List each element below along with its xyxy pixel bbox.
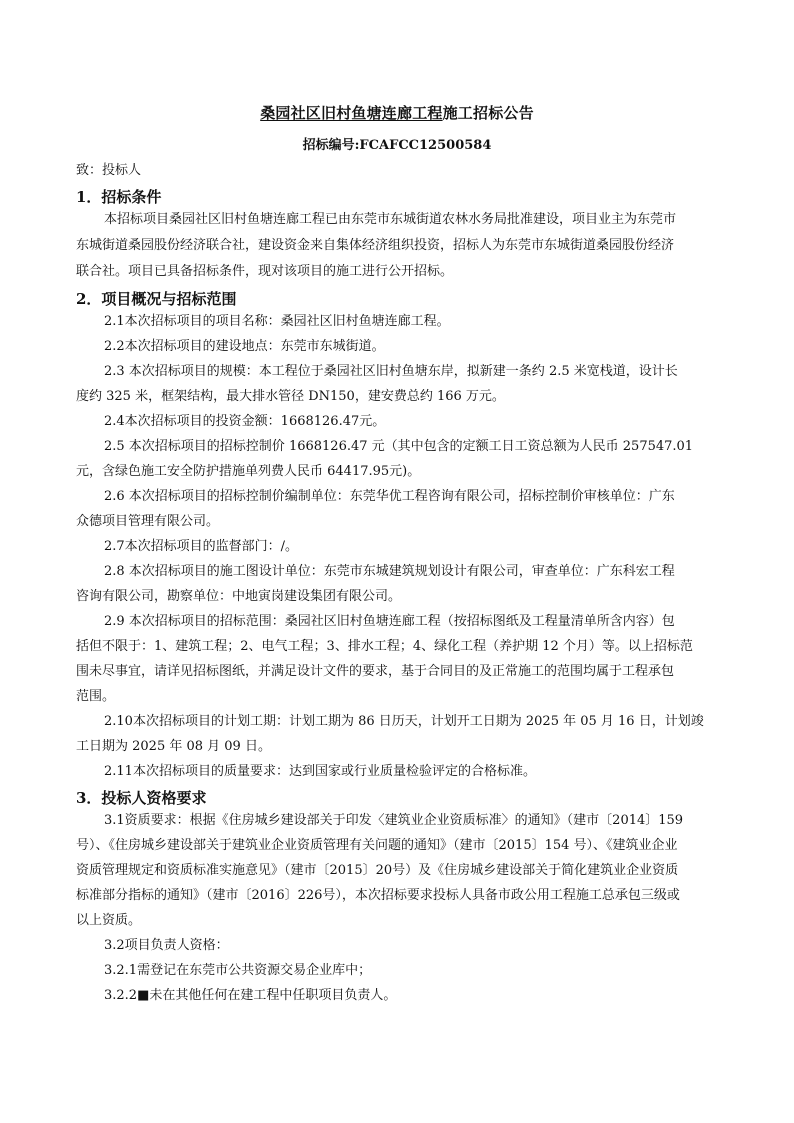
text-line: 3.1资质要求：根据《住房城乡建设部关于印发〈建筑业企业资质标准〉的通知》（建市〔2014〕159 (104, 813, 684, 828)
text-line: 资质管理规定和资质标准实施意见》（建市〔2015〕20号）及《住房城乡建设部关于简化建筑业企业资质 (76, 863, 679, 878)
section-heading-1: 1．招标条件 (76, 188, 162, 206)
text-line: 工日期为 2025 年 08 月 09 日。 (76, 739, 271, 754)
text-line: 2.4本次招标项目的投资金额：1668126.47元。 (104, 414, 386, 429)
text-line: 元，含绿色施工安全防护措施单列费人民币 64417.95元)。 (76, 464, 421, 479)
text-line: 以上资质。 (76, 913, 142, 928)
text-line: 2.9 本次招标项目的招标范围：桑园社区旧村鱼塘连廊工程（按招标图纸及工程量清单所含内容）包 (104, 614, 675, 629)
project-name: 桑园社区旧村鱼塘连廊工程 (260, 104, 443, 122)
section-heading-3: 3．投标人资格要求 (76, 789, 207, 807)
text-line: 3.2项目负责人资格： (104, 938, 229, 953)
text-line: 号）、《住房城乡建设部关于建筑业企业资质管理有关问题的通知》（建市〔2015〕154 号）、《建筑业企业 (76, 838, 678, 853)
text-line: 标准部分指标的通知》（建市〔2016〕226号），本次招标要求投标人具备市政公用工程施工总承包三级或 (76, 888, 680, 903)
section-heading-2: 2．项目概况与招标范围 (76, 290, 237, 308)
text-line: 2.8 本次招标项目的施工图设计单位：东莞市东城建筑规划设计有限公司，审查单位：广东科宏工程 (104, 564, 675, 579)
text-line: 东城街道桑园股份经济联合社，建设资金来自集体经济组织投资，招标人为东莞市东城街道桑园股份经济 (76, 238, 675, 253)
text-line: 2.1本次招标项目的项目名称：桑园社区旧村鱼塘连廊工程。 (104, 314, 450, 329)
text-line: 联合社。项目已具备招标条件，现对该项目的施工进行公开招标。 (76, 264, 454, 279)
text-line: 2.11本次招标项目的质量要求：达到国家或行业质量检验评定的合格标准。 (104, 764, 536, 779)
title-suffix: 施工招标公告 (442, 104, 534, 122)
text-line: 括但不限于：1、建筑工程；2、电气工程；3、排水工程；4、绿化工程（养护期 12 个月）等。以上招标范 (76, 639, 693, 654)
text-line: 2.3 本次招标项目的规模：本工程位于桑园社区旧村鱼塘东岸，拟新建一条约 2.5 米宽栈道，设计长 (104, 364, 678, 379)
text-line: 本招标项目桑园社区旧村鱼塘连廊工程已由东莞市东城街道农林水务局批准建设，项目业主为东莞市 (104, 212, 677, 227)
text-line: 众德项目管理有限公司。 (76, 514, 220, 529)
page-title (0, 102, 794, 123)
tender-code-value: FCAFCC12500584 (359, 138, 492, 153)
text-line: 2.5 本次招标项目的招标控制价 1668126.47 元（其中包含的定额工日工资总额为人民币 257547.01 (104, 439, 694, 454)
text-line: 2.10本次招标项目的计划工期：计划工期为 86 日历天，计划开工日期为 2025 年 05 月 16 日，计划竣 (104, 714, 704, 729)
text-line: 围未尽事宜，请详见招标图纸，并满足设计文件的要求，基于合同目的及正常施工的范围均属于工程承包 (76, 664, 675, 679)
text-line: 2.6 本次招标项目的招标控制价编制单位：东莞华优工程咨询有限公司，招标控制价审核单位：广东 (104, 489, 675, 504)
text-line: 度约 325 米，框架结构，最大排水管径 DN150，建安费总约 166 万元。 (76, 389, 505, 404)
text-line: 咨询有限公司，勘察单位：中地寅岗建设集团有限公司。 (76, 589, 402, 604)
text-line: 3.2.1需登记在东莞市公共资源交易企业库中； (104, 963, 372, 978)
text-line: 3.2.2■未在其他任何在建工程中任职项目负责人。 (104, 988, 397, 1003)
text-line: 2.2本次招标项目的建设地点：东莞市东城街道。 (104, 339, 385, 354)
tender-code-label: 招标编号: (302, 138, 360, 153)
text-line: 2.7本次招标项目的监督部门：/。 (104, 539, 299, 554)
tender-code (0, 134, 794, 153)
greeting: 致：投标人 (76, 163, 142, 178)
text-line: 范围。 (76, 689, 116, 704)
